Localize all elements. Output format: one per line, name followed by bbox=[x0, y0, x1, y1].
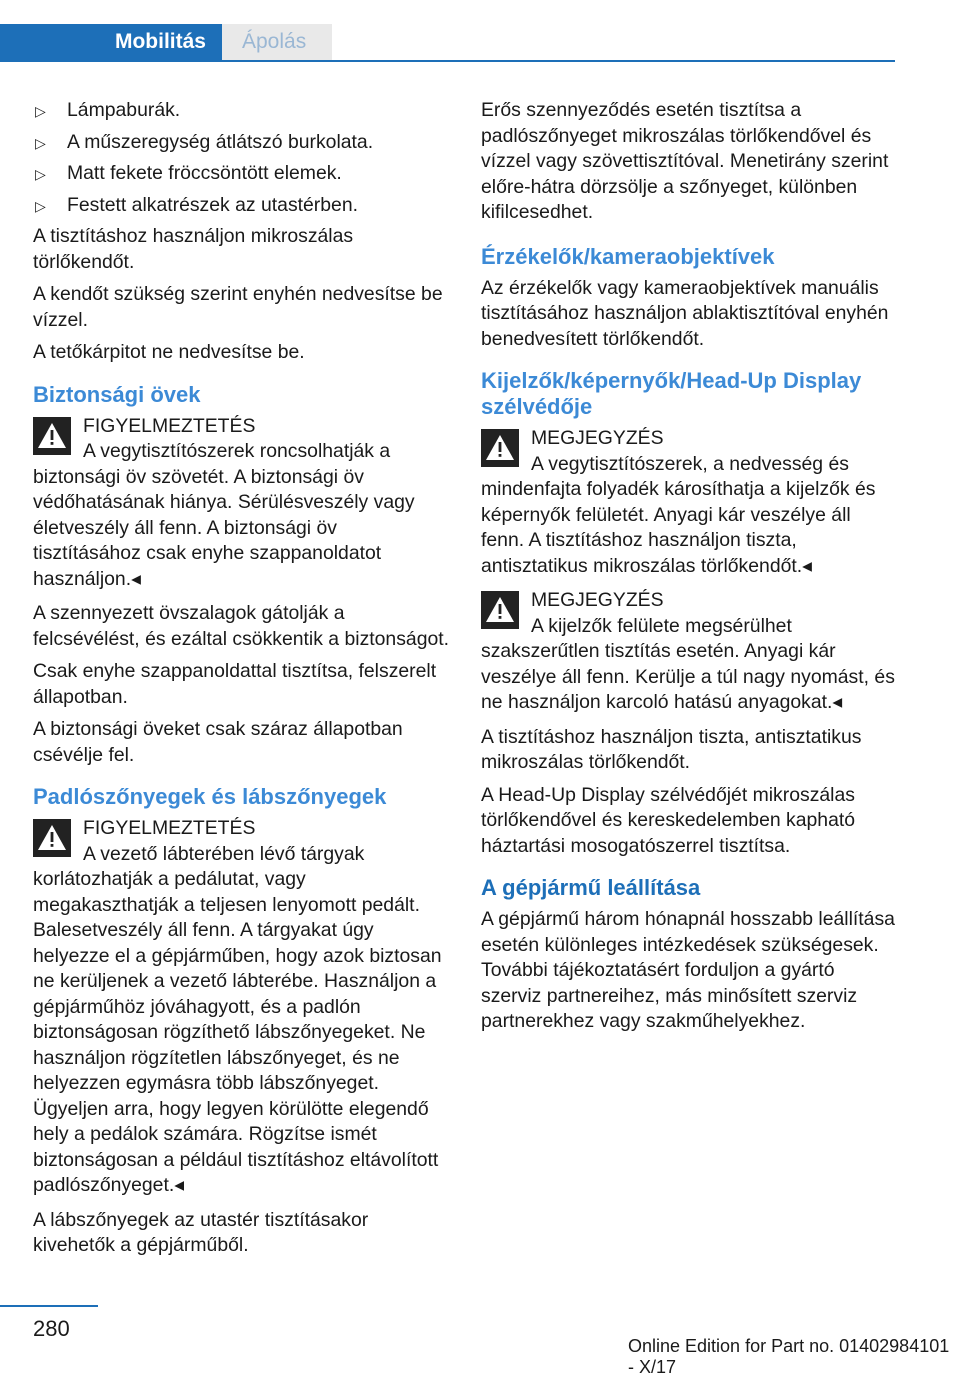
list-item bbox=[33, 193, 450, 219]
triangle-bullet-icon: ▷ bbox=[35, 134, 46, 151]
list-item bbox=[33, 161, 450, 187]
warning-triangle-icon bbox=[481, 591, 519, 629]
notice-box bbox=[481, 426, 898, 579]
page-number: 280 bbox=[33, 1316, 70, 1341]
warning-triangle-icon bbox=[33, 417, 71, 455]
heading-displays: Kijelzők/képernyők/Head-Up Display szélvédője bbox=[481, 368, 862, 419]
tab-apolas[interactable] bbox=[222, 24, 332, 60]
list-item-text: A műszeregység átlátszó burkolata. bbox=[67, 130, 374, 153]
warning-text: A vezető lábterében lévő tárgyak korlátozhatják a pedálutat, vagy megakaszthatják a teljesen lenyomott pedált. Balesetveszély áll fenn. A tárgyakat úgy helyezze el a gépjárműben, hogy azok biztosan ne kerüljenek a vezető lábterébe. Használjon a gépjárműhöz jóváhagyott, és a padlón biztonságosan rögzíthető lábszőnyegeket. Ne használjon rögzítetlen lábszőnyeget, és ne helyezzen egymásra több lábszőnyeget. Ügyeljen arra, hogy legyen körülötte elegendő hely a pedálok számára. Rögzítse ismét biztonságosan a például tisztításhoz eltávolított padlószőnyeget.◂ bbox=[33, 842, 442, 1196]
notice-title: MEGJEGYZÉS bbox=[531, 589, 664, 611]
notice-text: A vegytisztítószerek, a nedvesség és mindenfajta folyadék károsíthatja a kijelzők és képernyők felületét. Anyagi kár veszélye áll fenn. A tisztításhoz használjon tiszta, antisztatikus mikroszálas törlőkendőt.◂ bbox=[481, 452, 876, 577]
tab-mobilitas-label: Mobilitás bbox=[114, 30, 206, 53]
left-column bbox=[33, 98, 450, 1266]
paragraph: A tisztításhoz használjon tiszta, antisztatikus mikroszálas törlőkendőt. bbox=[481, 725, 862, 773]
warning-title: FIGYELMEZTETÉS bbox=[83, 414, 256, 437]
warning-box bbox=[33, 816, 450, 1199]
triangle-bullet-icon: ▷ bbox=[35, 166, 46, 182]
paragraph: A szennyezett övszalagok gátolják a felcsévélést, és ezáltal csökkentik a biztonságot. bbox=[33, 602, 450, 650]
warning-title: FIGYELMEZTETÉS bbox=[83, 817, 256, 839]
paragraph: A biztonsági öveket csak száraz állapotban csévélje fel. bbox=[33, 718, 403, 766]
notice-text: A kijelzők felülete megsérülhet szakszerűtlen tisztítás esetén. Anyagi kár veszélye áll fenn. Kerülje a túl nagy nyomást, és ne használjon karcoló hatású anyagokat.◂ bbox=[481, 614, 895, 713]
list-item-text: Matt fekete fröccsöntött elemek. bbox=[67, 162, 342, 184]
paragraph: A gépjármű három hónapnál hosszabb leállítása esetén különleges intézkedések szükségesek. További tájékoztatásért forduljon a gyártó szerviz partnereihez, más minősített szerviz partnerekhez vagy szakműhelyekhez. bbox=[481, 908, 895, 1032]
footer-accent-line bbox=[0, 1305, 98, 1307]
triangle-bullet-icon: ▷ bbox=[35, 103, 46, 119]
heading-seatbelts: Biztonsági övek bbox=[33, 381, 201, 407]
paragraph: A tisztításhoz használjon mikroszálas törlőkendőt. bbox=[33, 225, 354, 273]
warning-text: A vegytisztítószerek roncsolhatják a biztonsági öv szövetét. A biztonsági öv védőhatásának hiánya. Sérülésveszély vagy életveszély áll fenn. A biztonsági öv tisztításához csak enyhe szappanoldatot használjon.◂ bbox=[33, 440, 415, 590]
notice-title: MEGJEGYZÉS bbox=[531, 427, 664, 449]
heading-sensors: Érzékelők/kameraobjektívek bbox=[481, 243, 775, 269]
list-item-text: Lámpaburák. bbox=[67, 99, 181, 121]
edition-note: Online Edition for Part no. 01402984101 - X/17 bbox=[628, 1336, 950, 1377]
tab-apolas-label: Ápolás bbox=[242, 30, 307, 53]
list-item bbox=[33, 98, 450, 124]
bullet-list bbox=[33, 98, 450, 218]
tab-underline bbox=[0, 60, 895, 62]
paragraph: A Head-Up Display szélvédőjét mikroszálas törlőkendővel és kereskedelemben kapható háztartási mosogatószerrel tisztítsa. bbox=[481, 783, 856, 857]
triangle-bullet-icon: ▷ bbox=[35, 197, 46, 214]
right-column bbox=[481, 98, 898, 1042]
warning-triangle-icon bbox=[33, 819, 71, 857]
heading-parking: A gépjármű leállítása bbox=[481, 875, 701, 900]
list-item-text: Festett alkatrészek az utastérben. bbox=[67, 193, 359, 216]
paragraph: Csak enyhe szappanoldattal tisztítsa, felszerelt állapotban. bbox=[33, 660, 437, 708]
list-item bbox=[33, 130, 450, 156]
notice-box bbox=[481, 588, 898, 716]
paragraph: A kendőt szükség szerint enyhén nedvesítse be vízzel. bbox=[33, 283, 443, 331]
heading-floor-mats: Padlószőnyegek és lábszőnyegek bbox=[33, 784, 387, 809]
paragraph: Erős szennyeződés esetén tisztítsa a padlószőnyeget mikroszálas törlőkendővel és vízzel vagy szövettisztítóval. Menetirány szerint előre-hátra dörzsölje a szőnyeget, különben kifilcesedhet. bbox=[481, 99, 889, 223]
section-tabs bbox=[0, 0, 895, 62]
tab-mobilitas[interactable] bbox=[0, 24, 222, 60]
paragraph: A tetőkárpitot ne nedvesítse be. bbox=[33, 341, 305, 363]
paragraph: A lábszőnyegek az utastér tisztításakor kivehetők a gépjárműből. bbox=[33, 1208, 369, 1256]
warning-triangle-icon bbox=[481, 429, 519, 467]
warning-box bbox=[33, 414, 450, 593]
paragraph: Az érzékelők vagy kameraobjektívek manuális tisztításához használjon ablaktisztítóval enyhén benedvesített törlőkendőt. bbox=[481, 276, 889, 350]
